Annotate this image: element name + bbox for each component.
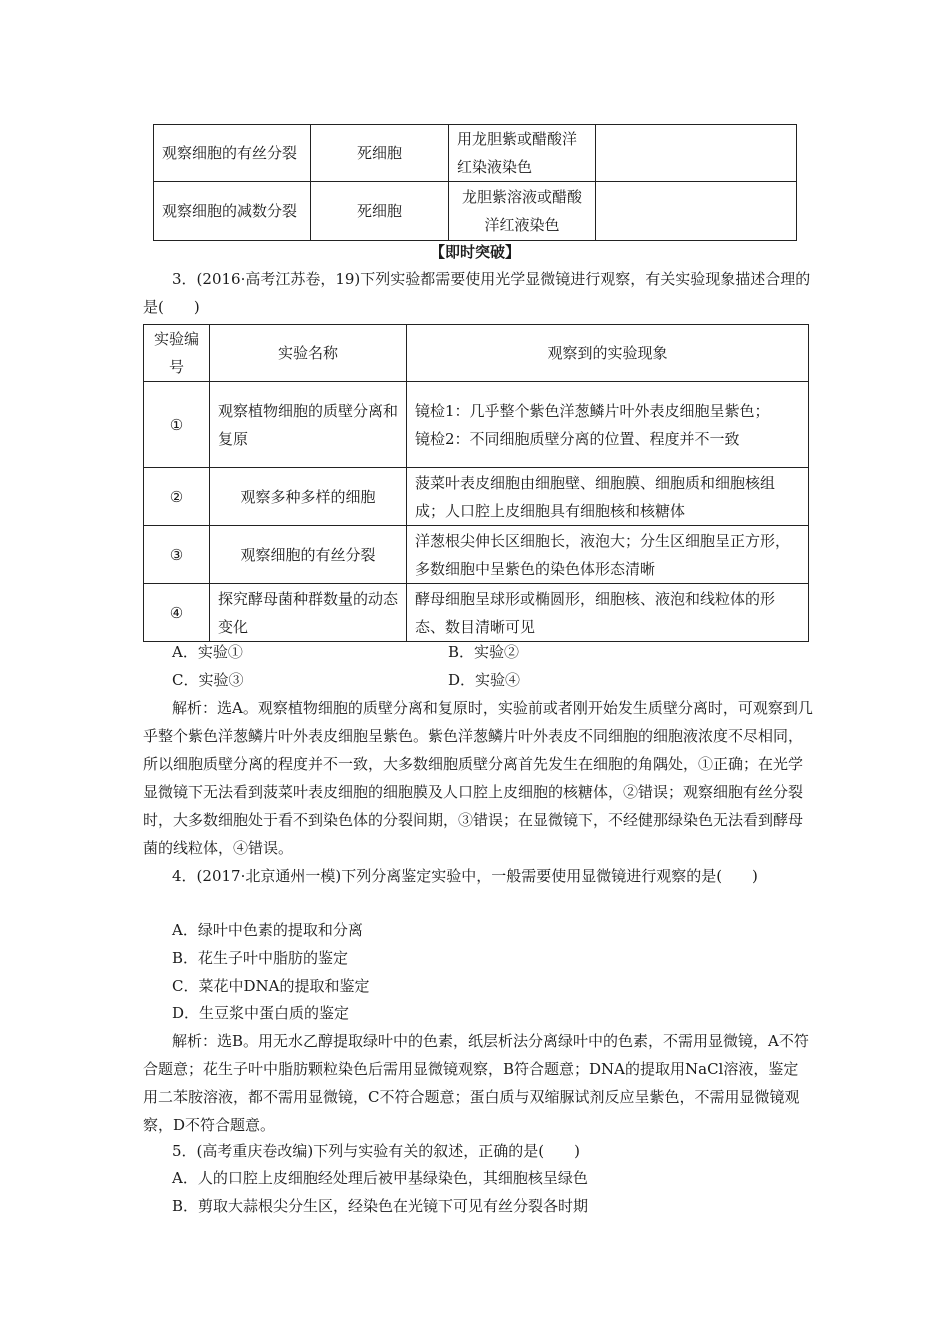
question-4-option: D．生豆浆中蛋白质的鉴定	[172, 1004, 350, 1022]
table-cell: ④	[144, 584, 210, 642]
table-cell: ②	[144, 468, 210, 526]
question-5-stem: 5．(高考重庆卷改编)下列与实验有关的叙述，正确的是( )	[172, 1142, 580, 1160]
question-3-table	[143, 324, 809, 642]
column-header: 实验名称	[210, 325, 407, 382]
table-cell: 菠菜叶表皮细胞由细胞壁、细胞膜、细胞质和细胞核组成；人口腔上皮细胞具有细胞核和核糖体	[407, 468, 809, 526]
top-table	[153, 124, 797, 241]
table-cell	[407, 382, 809, 468]
phenomenon-line: 镜检1：几乎整个紫色洋葱鳞片叶外表皮细胞呈紫色；	[415, 401, 770, 420]
question-3-analysis: 解析：选A。观察植物细胞的质壁分离和复原时，实验前或者刚开始发生质壁分离时，可观察到几乎整个紫色洋葱鳞片叶外表皮细胞呈紫色。紫色洋葱鳞片叶外表皮不同细胞的细胞液浓度不尽相同，所以细胞质壁分离的程度并不一致，大多数细胞质壁分离首先发生在细胞的角隅处，①正确；在光学显微镜下无法看到菠菜叶表皮细胞的细胞膜及人口腔上皮细胞的核糖体，②错误；观察细胞有丝分裂时，大多数细胞处于看不到染色体的分裂间期，③错误；在显微镜下，不经健那绿染色无法看到酵母菌的线粒体，④错误。	[143, 699, 813, 857]
table-row	[154, 182, 797, 241]
question-5-option: B．剪取大蒜根尖分生区，经染色在光镜下可见有丝分裂各时期	[172, 1197, 589, 1215]
table-cell: 观察植物细胞的质壁分离和复原	[210, 382, 407, 468]
table-cell	[596, 182, 797, 241]
table-cell: 观察细胞的减数分裂	[154, 182, 311, 241]
question-4-option: A．绿叶中色素的提取和分离	[172, 921, 363, 939]
option-b: B．实验②	[448, 643, 520, 661]
question-4-stem: 4．(2017·北京通州一模)下列分离鉴定实验中，一般需要使用显微镜进行观察的是( )	[172, 867, 758, 885]
question-4-analysis: 解析：选B。用无水乙醇提取绿叶中的色素，纸层析法分离绿叶中的色素，不需用显微镜，A不符合题意；花生子叶中脂肪颗粒染色后需用显微镜观察，B符合题意；DNA的提取用NaCl溶液，鉴定用二苯胺溶液，都不需用显微镜，C不符合题意；蛋白质与双缩脲试剂反应呈紫色，不需用显微镜观察，D不符合题意。	[143, 1032, 809, 1134]
option-a: A．实验①	[172, 643, 243, 661]
question-4-option: C．菜花中DNA的提取和鉴定	[172, 977, 370, 995]
table-row	[144, 584, 809, 642]
column-header: 实验编号	[144, 325, 210, 382]
table-row	[144, 526, 809, 584]
table-cell: 用龙胆紫或醋酸洋红染液染色	[449, 125, 596, 182]
option-c: C．实验③	[172, 671, 244, 689]
table-cell: ①	[144, 382, 210, 468]
table-cell: 观察细胞的有丝分裂	[210, 526, 407, 584]
table-cell: ③	[144, 526, 210, 584]
phenomenon-line: 镜检2：不同细胞质壁分离的位置、程度并不一致	[415, 429, 740, 448]
question-4-option: B．花生子叶中脂肪的鉴定	[172, 949, 349, 967]
table-cell: 观察多种多样的细胞	[210, 468, 407, 526]
table-cell: 酵母细胞呈球形或椭圆形，细胞核、液泡和线粒体的形态、数目清晰可见	[407, 584, 809, 642]
column-header: 观察到的实验现象	[407, 325, 809, 382]
section-title: 【即时突破】	[429, 243, 520, 261]
table-cell: 龙胆紫溶液或醋酸洋红液染色	[449, 182, 596, 241]
table-row	[144, 382, 809, 468]
table-cell	[596, 125, 797, 182]
table-row	[154, 125, 797, 182]
table-header-row	[144, 325, 809, 382]
question-3-stem: 3．(2016·高考江苏卷，19)下列实验都需要使用光学显微镜进行观察，有关实验现象描述合理的是( )	[143, 270, 811, 316]
table-cell: 死细胞	[311, 182, 449, 241]
table-cell: 死细胞	[311, 125, 449, 182]
table-cell: 洋葱根尖伸长区细胞长，液泡大；分生区细胞呈正方形，多数细胞中呈紫色的染色体形态清晰	[407, 526, 809, 584]
table-cell: 探究酵母菌种群数量的动态变化	[210, 584, 407, 642]
question-5-option: A．人的口腔上皮细胞经处理后被甲基绿染色，其细胞核呈绿色	[172, 1169, 588, 1187]
option-d: D．实验④	[448, 671, 521, 689]
table-row	[144, 468, 809, 526]
table-cell: 观察细胞的有丝分裂	[154, 125, 311, 182]
